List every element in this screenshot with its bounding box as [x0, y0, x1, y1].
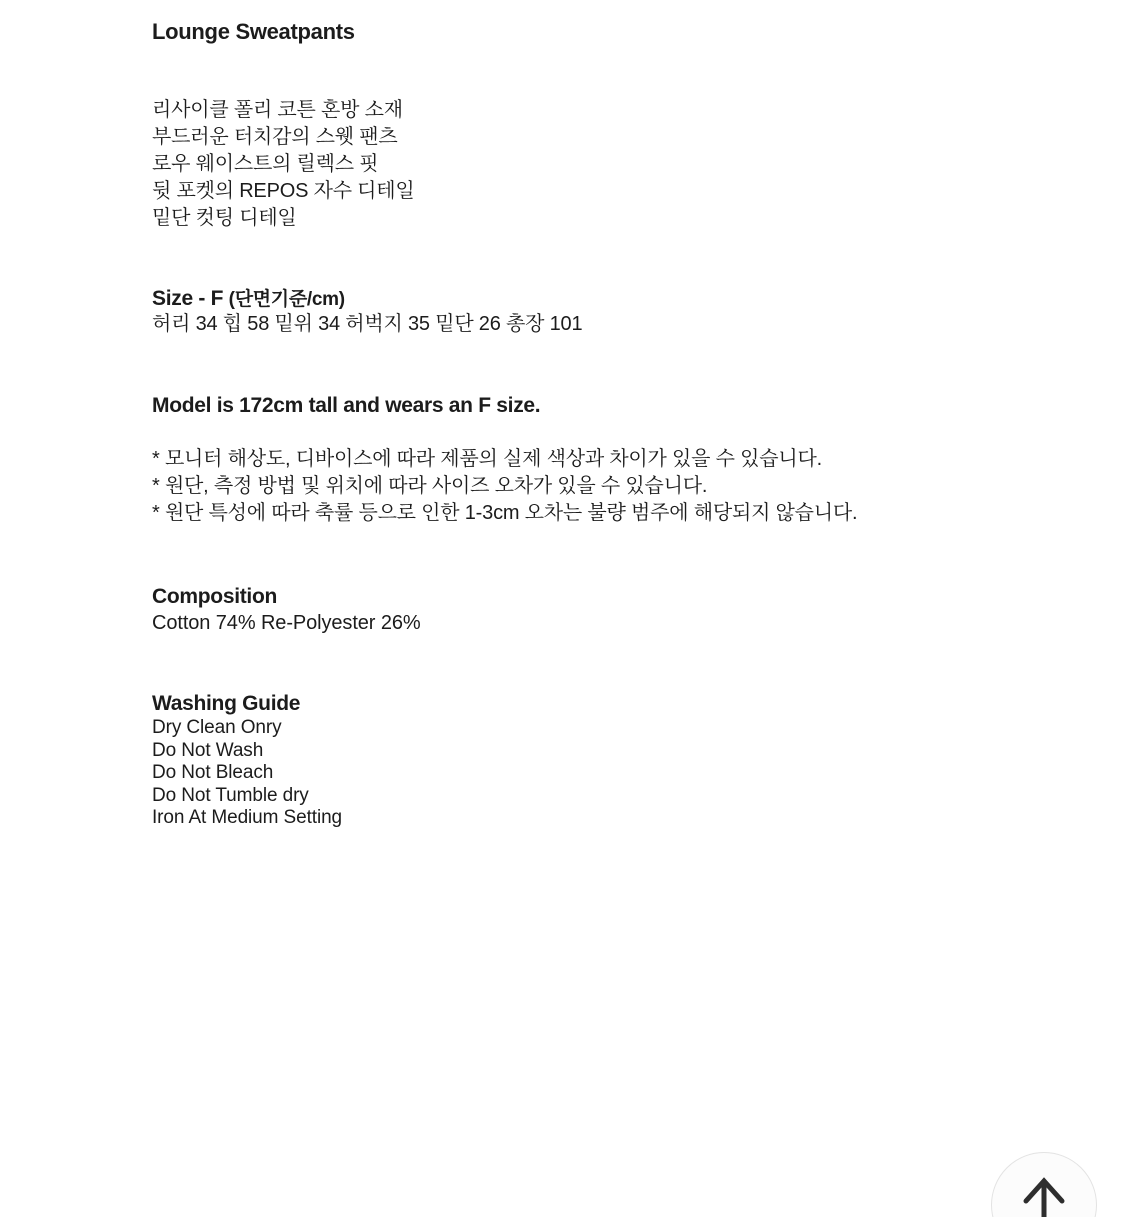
product-description — [152, 97, 415, 232]
disclaimer-line: * 모니터 해상도, 디바이스에 따라 제품의 실제 색상과 차이가 있을 수 있습니다. — [152, 448, 822, 470]
description-line: 부드러운 터치감의 스웻 팬츠 — [152, 126, 398, 148]
size-heading — [152, 286, 582, 313]
model-info: Model is 172cm tall and wears an F size. — [152, 394, 541, 417]
composition-section — [152, 583, 421, 636]
disclaimer-notes — [152, 446, 857, 527]
disclaimer-line: * 원단 특성에 따라 축률 등으로 인한 1-3cm 오차는 불량 범주에 해당되지 않습니다. — [152, 502, 858, 524]
washing-guide-line: Do Not Bleach — [152, 762, 274, 784]
product-title: Lounge Sweatpants — [152, 19, 355, 44]
description-line: 밑단 컷팅 디테일 — [152, 207, 297, 229]
description-line: 뒷 포켓의 REPOS 자수 디테일 — [152, 180, 415, 202]
scroll-to-top-button[interactable] — [991, 1152, 1097, 1217]
arrow-up-icon — [1021, 1153, 1067, 1217]
size-unit-note: (단면기준/cm) — [228, 289, 345, 310]
description-line: 리사이클 폴리 코튼 혼방 소재 — [152, 99, 403, 121]
composition-heading: Composition — [152, 585, 278, 608]
size-section — [152, 286, 582, 336]
washing-guide-line: Do Not Tumble dry — [152, 784, 309, 806]
composition-value: Cotton 74% Re-Polyester 26% — [152, 612, 421, 634]
disclaimer-line: * 원단, 측정 방법 및 위치에 따라 사이즈 오차가 있을 수 있습니다. — [152, 475, 708, 497]
washing-guide-section — [152, 690, 342, 830]
washing-guide-line: Dry Clean Onry — [152, 717, 282, 738]
washing-guide-heading: Washing Guide — [152, 692, 301, 715]
washing-guide-line: Iron At Medium Setting — [152, 807, 343, 829]
size-measurements: 허리 34 힙 58 밑위 34 허벅지 35 밑단 26 총장 101 — [152, 313, 583, 335]
size-label: Size - F — [152, 287, 224, 310]
description-line: 로우 웨이스트의 릴렉스 핏 — [152, 153, 379, 175]
washing-guide-lines — [152, 717, 342, 830]
washing-guide-line: Do Not Wash — [152, 739, 264, 761]
